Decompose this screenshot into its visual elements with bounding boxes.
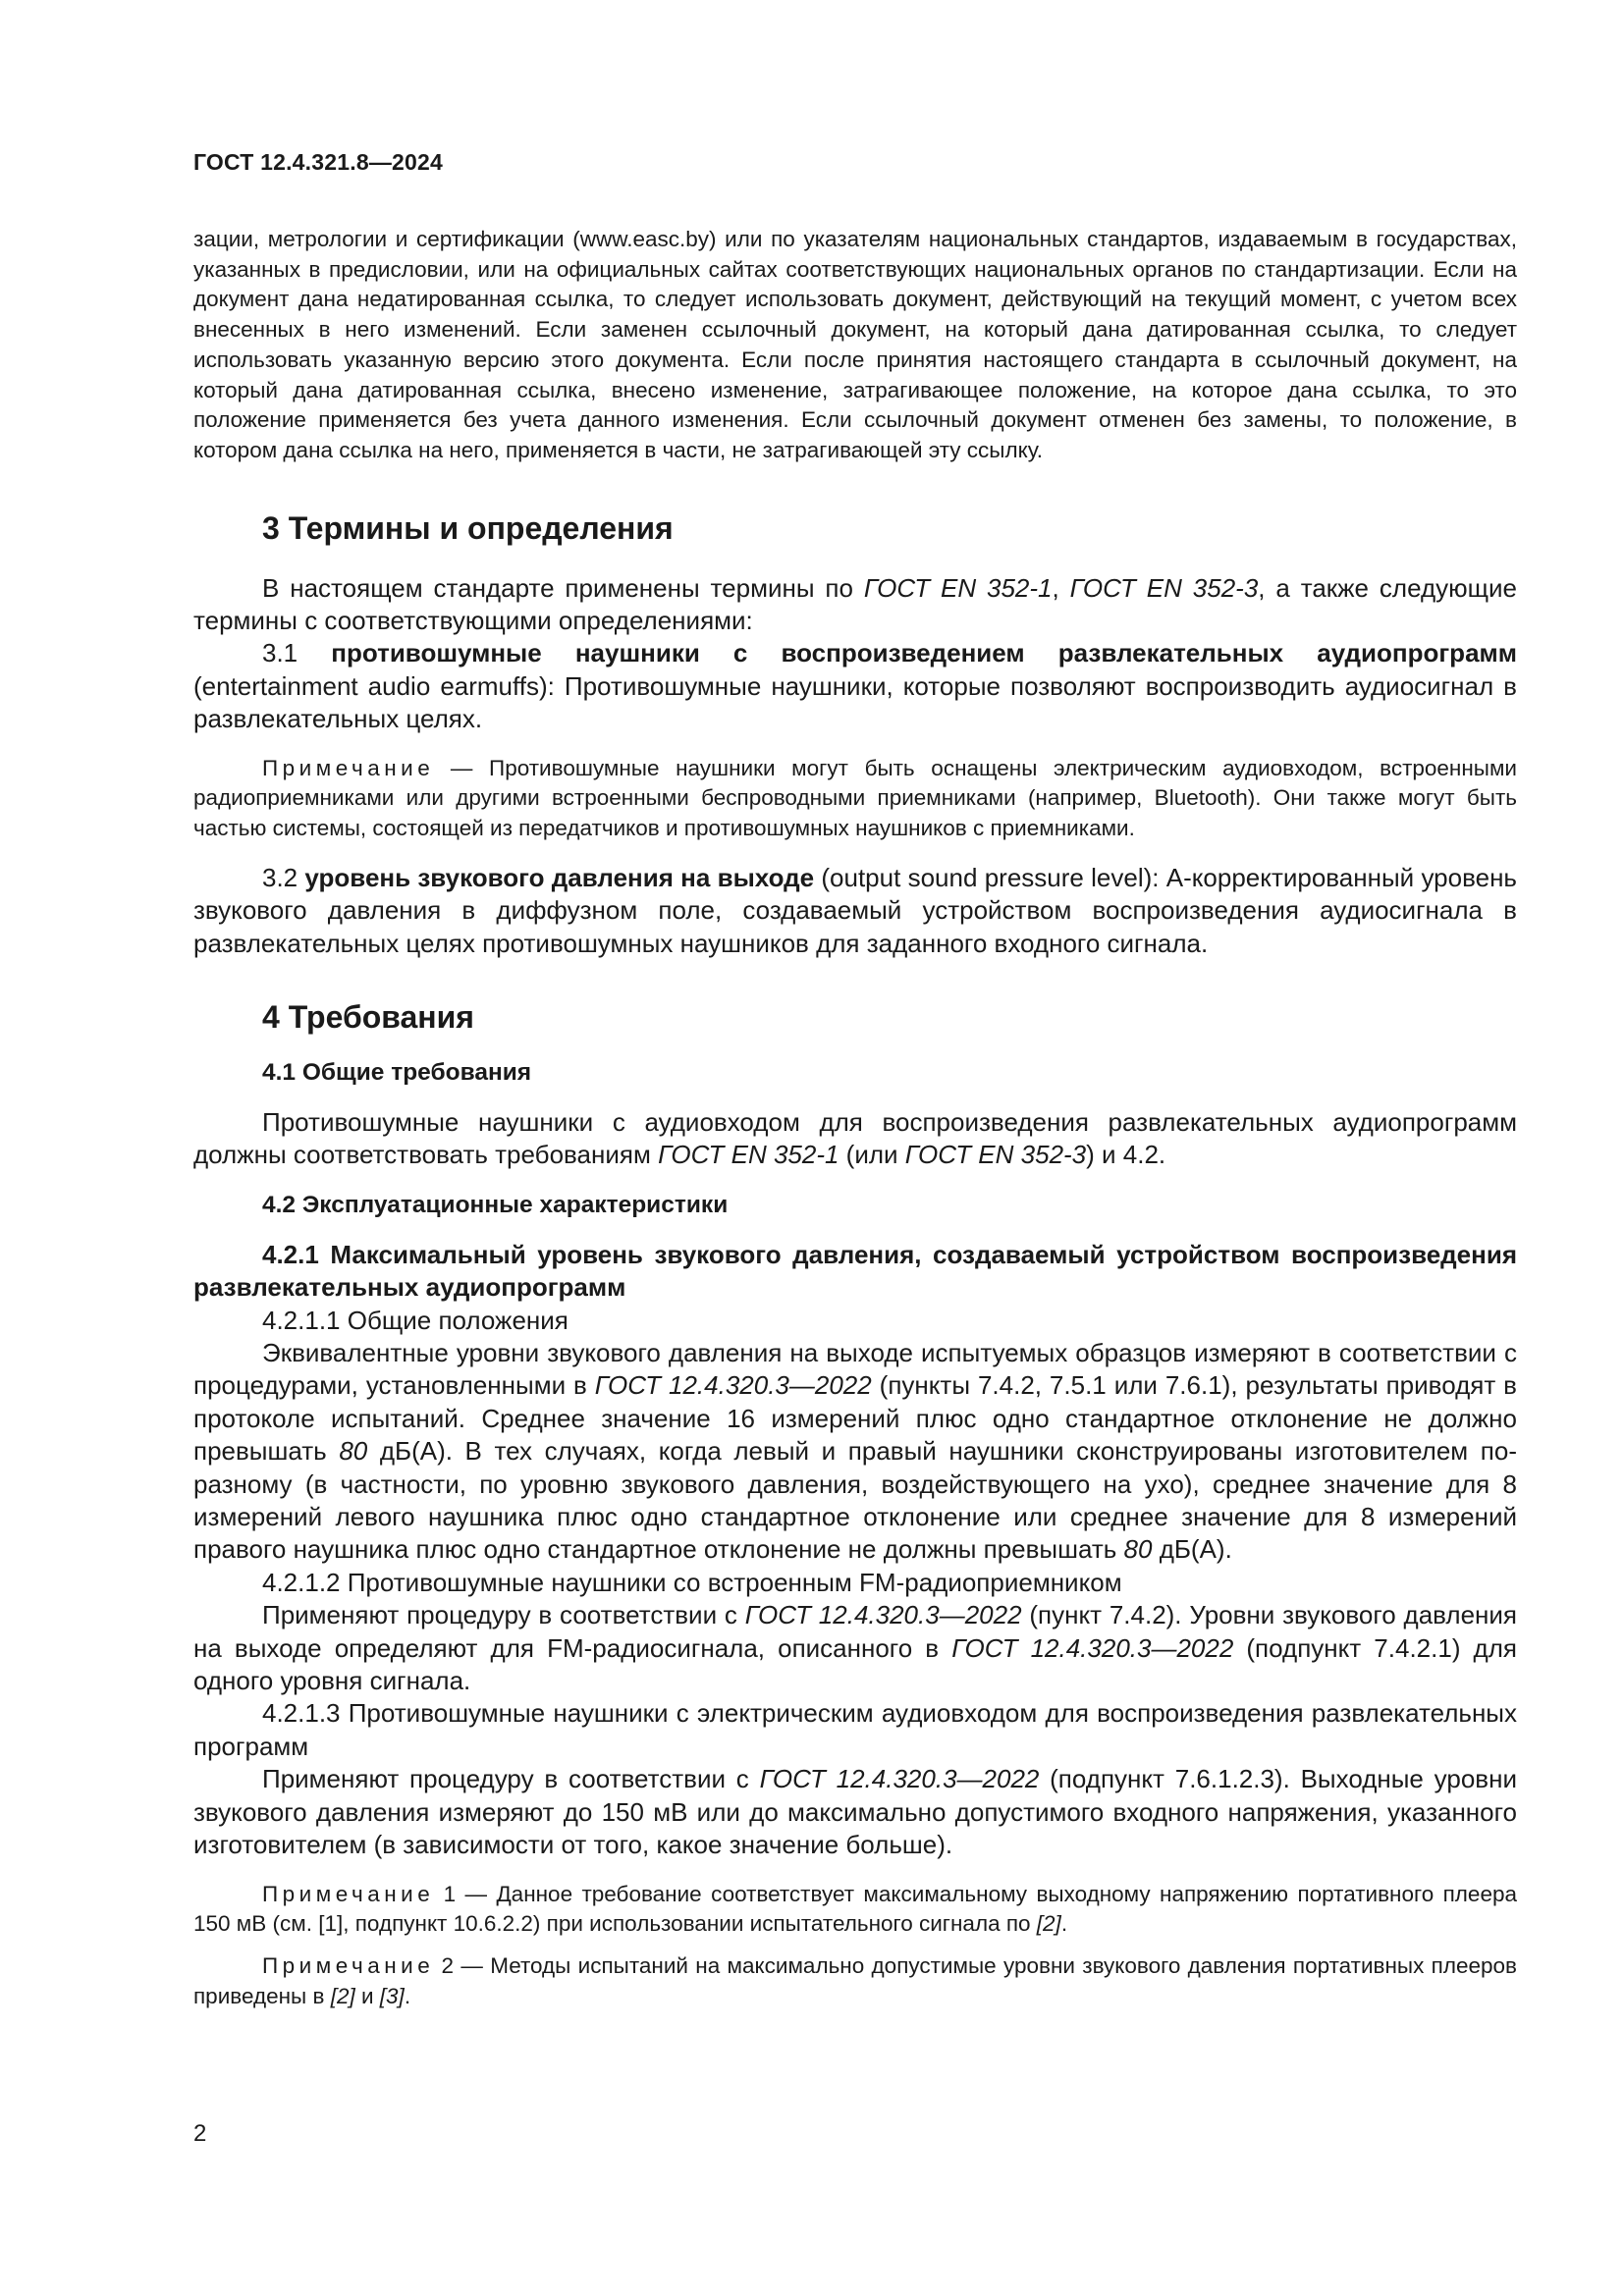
document-header: ГОСТ 12.4.321.8—2024: [193, 149, 443, 175]
section-4-2-1-3-heading: 4.2.1.3 Противошумные наушники с электрическим аудиовходом для воспроизведения развлекательных программ: [193, 1698, 1517, 1761]
section-4-2-heading: 4.2 Эксплуатационные характеристики: [262, 1191, 729, 1218]
intro-paragraph: зации, метрологии и сертификации (www.easc.by) или по указателям национальных стандартов, издаваемым в государствах, указанных в предисловии, или на официальных сайтах соответствующих национальных органов по стандартизации. Если на документ дана недатированная ссылка, то следует использовать документ, действующий на текущий момент, с учетом всех внесенных в него изменений. Если заменен ссылочный документ, на который дана датированная ссылка, то следует использовать указанную версию этого документа. Если после принятия настоящего стандарта в ссылочный документ, на который дана датированная ссылка, внесено изменение, затрагивающее положение, на которое дана ссылка, то это положение применяется без учета данного изменения. Если ссылочный документ отменен без замены, то положение, в котором дана ссылка на него, применяется в части, не затрагивающей эту ссылку.: [193, 227, 1517, 462]
s4-2-1-2-paragraph: Применяют процедуру в соответствии с ГОСТ 12.4.320.3—2022 (пункт 7.4.2). Уровни звукового давления на выходе определяют для FM-радиосигнала, описанного в ГОСТ 12.4.320.3—2022 (подпункт 7.4.2.1) для одного уровня сигнала.: [193, 1600, 1517, 1696]
note-1: Примечание 1 — Данное требование соответствует максимальному выходному напряжению портативного плеера 150 мВ (см. [1], подпункт 10.6.2.2) при использовании испытательного сигнала по [2].: [193, 1881, 1517, 1937]
section-4-heading: 4 Требования: [262, 998, 474, 1035]
section-4-1-heading: 4.1 Общие требования: [262, 1058, 532, 1086]
term-3-1: 3.1 противошумные наушники с воспроизведением развлекательных аудиопрограмм (entertainment audio earmuffs): Противошумные наушники, которые позволяют воспроизводить аудиосигнал в развлекательных целях.: [193, 638, 1517, 734]
ref-gost-en-352-1: ГОСТ EN 352-1: [863, 572, 1053, 603]
ref-gost-en-352-3: ГОСТ EN 352-3: [1069, 572, 1259, 603]
page-number: 2: [193, 2120, 207, 2147]
note-label: Примечание: [262, 755, 435, 780]
term-3-2-name: уровень звукового давления на выходе: [304, 862, 815, 892]
note-2: Примечание 2 — Методы испытаний на максимально допустимые уровни звукового давления портативных плееров приведены в [2] и [3].: [193, 1952, 1517, 2008]
section-4-2-1-2-heading: 4.2.1.2 Противошумные наушники со встроенным FM-радиоприемником: [262, 1567, 1122, 1597]
s3-intro-paragraph: В настоящем стандарте применены термины по ГОСТ EN 352-1, ГОСТ EN 352-3, а также следующие термины с соответствующими определениями:: [193, 572, 1518, 636]
section-4-2-1-heading: 4.2.1 Максимальный уровень звукового давления, создаваемый устройством воспроизведения развлекательных аудиопрограмм: [193, 1239, 1517, 1303]
s4-1-paragraph: Противошумные наушники с аудиовходом для воспроизведения развлекательных аудиопрограмм должны соответствовать требованиям ГОСТ EN 352-1 (или ГОСТ EN 352-3) и 4.2.: [193, 1106, 1517, 1170]
note-3-1: Примечание — Противошумные наушники могут быть оснащены электрическим аудиовходом, встроенными радиоприемниками или другими встроенными беспроводными приемниками (например, Bluetooth). Они также могут быть частью системы, состоящей из передатчиков и противошумных наушников с приемниками.: [193, 755, 1517, 841]
section-4-2-1-1-heading: 4.2.1.1 Общие положения: [262, 1305, 568, 1335]
section-3-heading: 3 Термины и определения: [262, 509, 674, 546]
page-content: [193, 225, 1517, 2011]
s4-2-1-3-paragraph: Применяют процедуру в соответствии с ГОСТ 12.4.320.3—2022 (подпункт 7.6.1.2.3). Выходные уровни звукового давления измеряют до 150 мВ или до максимально допустимого входного напряжения, указанного изготовителем (в зависимости от того, какое значение больше).: [193, 1764, 1517, 1860]
term-3-2: 3.2 уровень звукового давления на выходе (output sound pressure level): A-корректированный уровень звукового давления в диффузном поле, создаваемый устройством воспроизведения аудиосигнала в развлекательных целях противошумных наушников для заданного входного сигнала.: [193, 862, 1517, 958]
term-3-1-name: противошумные наушники с воспроизведением развлекательных аудиопрограмм: [331, 638, 1517, 668]
s4-2-1-1-paragraph: Эквивалентные уровни звукового давления на выходе испытуемых образцов измеряют в соответствии с процедурами, установленными в ГОСТ 12.4.320.3—2022 (пункты 7.4.2, 7.5.1 или 7.6.1), результаты приводят в протоколе испытаний. Среднее значение 16 измерений плюс одно стандартное отклонение не должно превышать 80 дБ(А). В тех случаях, когда левый и правый наушники сконструированы изготовителем по-разному (в частности, по уровню звукового давления, воздействующего на ухо), среднее значение для 8 измерений левого наушника плюс одно стандартное отклонение или среднее значение для 8 измерений правого наушника плюс одно стандартное отклонение не должны превышать 80 дБ(А).: [193, 1338, 1517, 1565]
